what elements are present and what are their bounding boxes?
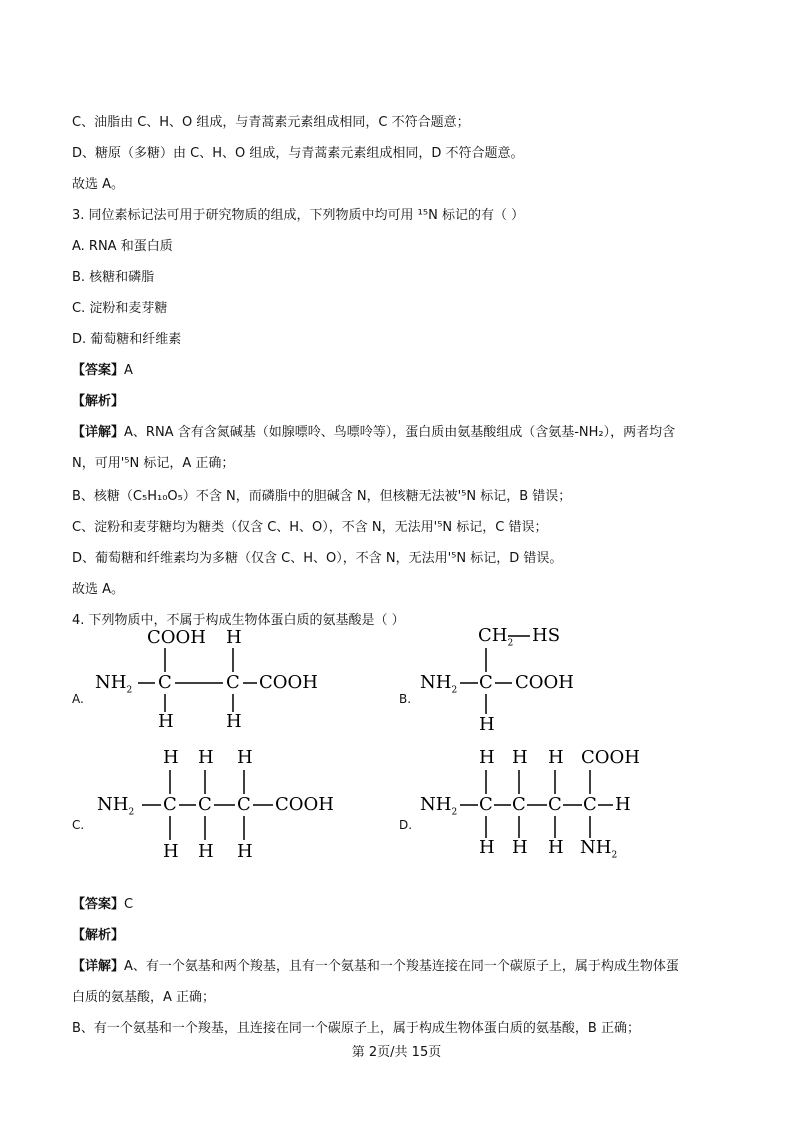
page-footer: 第 2页/共 15页 — [351, 1045, 442, 1060]
question-4: 4. 下列物质中，不属于构成生物体蛋白质的氨基酸是（ ） — [72, 613, 405, 628]
option-a: A. RNA 和蛋白质 — [72, 239, 173, 254]
answer-line — [72, 362, 133, 380]
text-line: B、核糖（C₅H₁₀O₅）不含 N，而磷脂中的胆碱含 N，但核糖无法被'⁵N 标记，B 错误； — [72, 489, 572, 504]
option-label-a: A. — [72, 692, 84, 706]
text-line: 故选 A。 — [72, 177, 125, 192]
answer-value: C — [124, 897, 134, 912]
answer-tag: 【答案】 — [72, 897, 125, 912]
text-line: D、糖原（多糖）由 C、H、O 组成，与青蒿素元素组成相同，D 不符合题意。 — [72, 146, 524, 161]
option-c: C. 淀粉和麦芽糖 — [72, 301, 168, 316]
structure-c: H H H $NH_2$ C C C COOH H H H — [97, 748, 347, 864]
option-label-c: C. — [72, 818, 85, 832]
structure-a: COOH H $NH_2$ C C COOH H H — [95, 628, 325, 738]
answer-value: A — [124, 363, 133, 378]
text-line: D、葡萄糖和纤维素均为多糖（仅含 C、H、O），不含 N，无法用'⁵N 标记，D 错误。 — [72, 551, 563, 566]
question-3: 3. 同位素标记法可用于研究物质的组成，下列物质中均可用 ¹⁵N 标记的有（ ） — [72, 208, 525, 223]
detail-line — [72, 958, 679, 976]
option-d: D. 葡萄糖和纤维素 — [72, 332, 182, 347]
detail-tag: 【详解】 — [72, 959, 125, 974]
answer-tag: 【答案】 — [72, 363, 125, 378]
answer-line — [72, 896, 133, 914]
detail-tag: 【详解】 — [72, 425, 125, 440]
text-line: 故选 A。 — [72, 582, 125, 597]
option-label-b: B. — [399, 692, 412, 706]
text-line: 白质的氨基酸，A 正确； — [72, 990, 216, 1005]
detail-text: A、有一个氨基和两个羧基，且有一个氨基和一个羧基连接在同一个碳原子上，属于构成生物体蛋 — [124, 959, 679, 974]
structure-d: H H H COOH $NH_2$ C C C C H H H H $NH_2$ — [420, 748, 650, 864]
detail-line — [72, 424, 675, 442]
detail-text: A、RNA 含有含氮碱基（如腺嘌呤、鸟嘌呤等），蛋白质由氨基酸组成（含氨基-NH₂），两者均含 — [124, 425, 676, 440]
text-line: C、淀粉和麦芽糖均为糖类（仅含 C、H、O），不含 N，无法用'⁵N 标记，C 错误； — [72, 520, 548, 535]
analysis-tag: 【解析】 — [72, 928, 125, 943]
structure-b: $CH_2$ HS $NH_2$ C COOH H — [420, 626, 590, 738]
option-label-d: D. — [399, 818, 413, 832]
text-line: C、油脂由 C、H、O 组成，与青蒿素元素组成相同，C 不符合题意； — [72, 115, 470, 130]
option-b: B. 核糖和磷脂 — [72, 270, 155, 285]
analysis-tag: 【解析】 — [72, 394, 125, 409]
text-line: N，可用'⁵N 标记，A 正确； — [72, 456, 235, 471]
text-line: B、有一个氨基和一个羧基，且连接在同一个碳原子上，属于构成生物体蛋白质的氨基酸，B 正确； — [72, 1021, 640, 1036]
